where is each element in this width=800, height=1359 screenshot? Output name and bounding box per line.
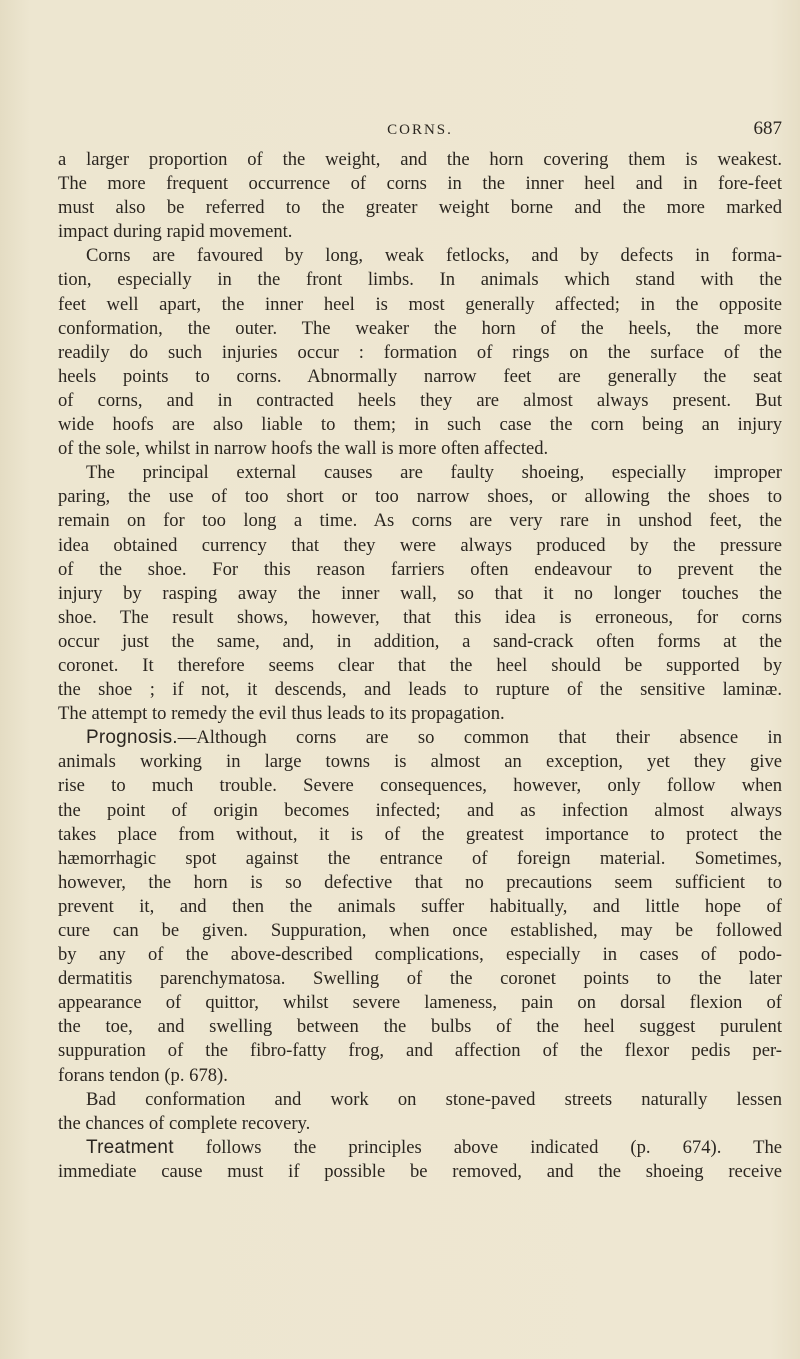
text-line: of corns, and in contracted heels they are almost always present. But (58, 389, 782, 411)
text-line: the shoe ; if not, it descends, and leads to rupture of the sensitive laminæ. (58, 679, 782, 701)
text-line: readily do such injuries occur : formation of rings on the surface of the (58, 341, 782, 363)
text-line: the point of origin becomes infected; and as infection almost always (58, 799, 782, 821)
text-line: suppuration of the fibro-fatty frog, and affection of the flexor pedis per- (58, 1040, 782, 1062)
text-line: wide hoofs are also liable to them; in such case the corn being an injury (58, 414, 782, 436)
text-line: remain on for too long a time. As corns are very rare in unshod feet, the (58, 510, 782, 532)
text-line: must also be referred to the greater weight borne and the more marked (58, 197, 782, 219)
text-line: The principal external causes are faulty shoeing, especially improper (86, 462, 782, 484)
text-line: Treatment follows the principles above indicated (p. 674). The (86, 1136, 782, 1158)
text-line: forans tendon (p. 678). (58, 1064, 228, 1086)
text-line: idea obtained currency that they were always produced by the pressure (58, 534, 782, 556)
text-line: animals working in large towns is almost an exception, yet they give (58, 751, 782, 773)
text-line: conformation, the outer. The weaker the horn of the heels, the more (58, 317, 782, 339)
text-line: immediate cause must if possible be removed, and the shoeing receive (58, 1160, 782, 1182)
text-line: however, the horn is so defective that no precautions seem sufficient to (58, 871, 782, 893)
text-line: feet well apart, the inner heel is most generally affected; in the opposite (58, 293, 782, 315)
text-line: cure can be given. Suppuration, when once established, may be followed (58, 920, 782, 941)
text-line: paring, the use of too short or too narrow shoes, or allowing the shoes to (58, 486, 782, 508)
text-line: tion, especially in the front limbs. In animals which stand with the (58, 269, 782, 291)
text-line: of the sole, whilst in narrow hoofs the wall is more often affected. (58, 438, 549, 460)
text-line: hæmorrhagic spot against the entrance of foreign material. Sometimes, (58, 847, 782, 869)
body-text (58, 148, 782, 1184)
text-line: Bad conformation and work on stone-paved streets naturally lessen (86, 1088, 782, 1110)
text-line: The attempt to remedy the evil thus leads to its propagation. (58, 703, 505, 725)
text-line: rise to much trouble. Severe consequences, however, only follow when (58, 775, 782, 797)
text-line: Prognosis.—Although corns are so common that their absence in (86, 727, 782, 749)
running-head: CORNS. (387, 122, 453, 138)
text-line: Corns are favoured by long, weak fetlocks, and by defects in forma- (86, 245, 782, 267)
text-line: the toe, and swelling between the bulbs of the heel suggest purulent (58, 1016, 782, 1038)
text-line: appearance of quittor, whilst severe lameness, pain on dorsal flexion of (58, 992, 782, 1014)
text-line: by any of the above-described complications, especially in cases of podo- (58, 944, 782, 966)
text-line: of the shoe. For this reason farriers often endeavour to prevent the (58, 558, 782, 580)
text-line: dermatitis parenchymatosa. Swelling of the coronet points to the later (58, 968, 782, 990)
text-line: impact during rapid movement. (58, 221, 293, 243)
text-line: occur just the same, and, in addition, a sand-crack often forms at the (58, 630, 782, 652)
page-header (58, 120, 782, 146)
page-number: 687 (753, 118, 782, 139)
text-line: a larger proportion of the weight, and the horn covering them is weakest. (58, 149, 782, 170)
section-heading-prognosis: Prognosis. (86, 727, 178, 749)
text-line: the chances of complete recovery. (58, 1112, 311, 1134)
text-line: prevent it, and then the animals suffer habitually, and little hope of (58, 895, 782, 917)
text-line: coronet. It therefore seems clear that the heel should be supported by (58, 654, 782, 676)
text-line: The more frequent occurrence of corns in the inner heel and in fore-feet (58, 173, 782, 195)
section-heading-treatment: Treatment (86, 1136, 174, 1158)
text-line: takes place from without, it is of the greatest importance to protect the (58, 823, 782, 845)
text-line: heels points to corns. Abnormally narrow feet are generally the seat (58, 365, 782, 387)
text-line: injury by rasping away the inner wall, so that it no longer touches the (58, 582, 782, 604)
text-line: shoe. The result shows, however, that this idea is erroneous, for corns (58, 606, 782, 628)
